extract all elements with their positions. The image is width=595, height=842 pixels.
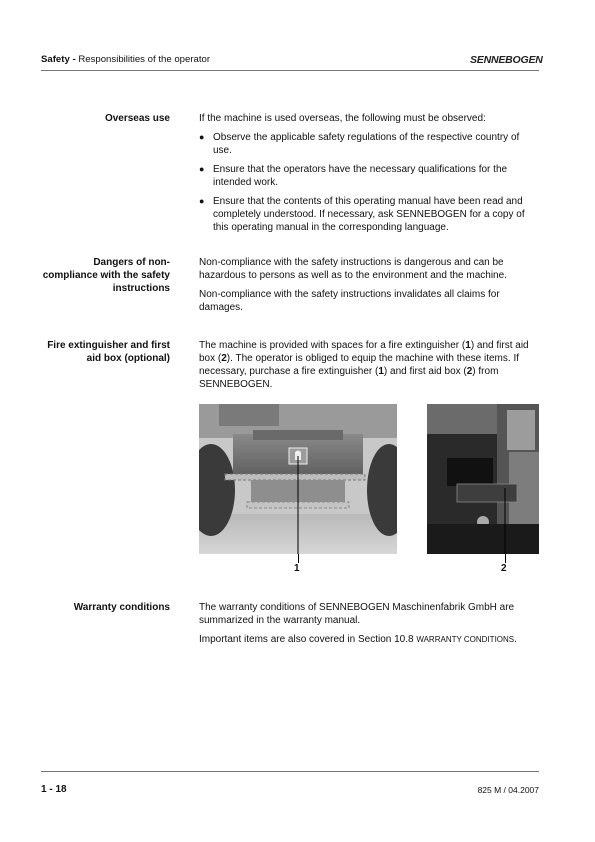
overseas-body bbox=[199, 112, 539, 234]
header-subtitle: Responsibilities of the operator bbox=[78, 54, 211, 65]
fire-extinguisher-photo-image bbox=[199, 404, 397, 554]
callout-line-1 bbox=[298, 554, 299, 563]
warranty-section-ref: WARRANTY CONDITIONS bbox=[416, 635, 515, 644]
first-aid-box-photo bbox=[427, 404, 539, 554]
warranty-label: Warranty conditions bbox=[73, 602, 170, 613]
fire-ref-1: 1 bbox=[378, 366, 384, 377]
fire-text: The machine is provided with spaces for a fire extinguisher ( bbox=[199, 340, 466, 351]
callout-line-2 bbox=[505, 554, 506, 563]
fire-text: ). The operator is obliged to equip the machine with these items. If necessary, purchase a fire extinguisher ( bbox=[199, 353, 519, 377]
warranty-paragraph-1: The warranty conditions of SENNEBOGEN Maschinenfabrik GmbH are summarized in the warranty manual. bbox=[199, 602, 515, 626]
fire-extinguisher-photo bbox=[199, 404, 397, 554]
footer-rule bbox=[41, 771, 539, 772]
fire-text: ) and first aid box ( bbox=[383, 366, 467, 377]
fire-ref-1: 1 bbox=[465, 340, 471, 351]
callout-number-2: 2 bbox=[501, 563, 507, 574]
dangers-body bbox=[199, 256, 539, 314]
fire-ref-2: 2 bbox=[466, 366, 473, 377]
header-section: Safety - bbox=[41, 54, 76, 65]
fire-body bbox=[199, 339, 539, 391]
overseas-intro: If the machine is used overseas, the following must be observed: bbox=[199, 113, 486, 124]
warranty-paragraph-2 bbox=[199, 633, 539, 646]
overseas-bullet-list bbox=[199, 131, 539, 234]
warranty-text: Important items are also covered in Section 10.8 bbox=[199, 634, 417, 645]
list-item: ● Ensure that the contents of this operating manual have been read and completely understood. If necessary, ask SENNEBOGEN for a copy of this operating manual in the corresponding language. bbox=[199, 195, 539, 234]
overseas-label: Overseas use bbox=[104, 113, 170, 124]
fire-text: ) and first aid box ( bbox=[199, 340, 529, 364]
first-aid-box-photo-image bbox=[427, 404, 539, 554]
sennebogen-logo: SENNEBOGEN bbox=[470, 54, 543, 66]
header-rule bbox=[41, 70, 539, 71]
list-item: ● Observe the applicable safety regulations of the respective country of use. bbox=[199, 131, 539, 157]
dangers-paragraph-1: Non-compliance with the safety instructions is dangerous and can be hazardous to persons as well as to the environment and the machine. bbox=[199, 257, 507, 281]
callout-number-1: 1 bbox=[294, 563, 300, 574]
running-header bbox=[41, 54, 210, 65]
fire-text: ) from SENNEBOGEN. bbox=[199, 366, 499, 390]
page-number: 1 - 18 bbox=[41, 784, 67, 795]
document-id: 825 M / 04.2007 bbox=[477, 785, 539, 795]
dangers-paragraph-2: Non-compliance with the safety instructions invalidates all claims for damages. bbox=[199, 289, 500, 313]
warranty-text: . bbox=[514, 634, 517, 645]
fire-label: Fire extinguisher and first aid box (optional) bbox=[47, 340, 170, 364]
fire-ref-2: 2 bbox=[221, 353, 227, 364]
list-item: ● Ensure that the operators have the necessary qualifications for the intended work. bbox=[199, 163, 539, 189]
warranty-body bbox=[199, 601, 539, 646]
dangers-label: Dangers of non-compliance with the safety instructions bbox=[42, 257, 170, 294]
fire-paragraph bbox=[199, 339, 539, 391]
